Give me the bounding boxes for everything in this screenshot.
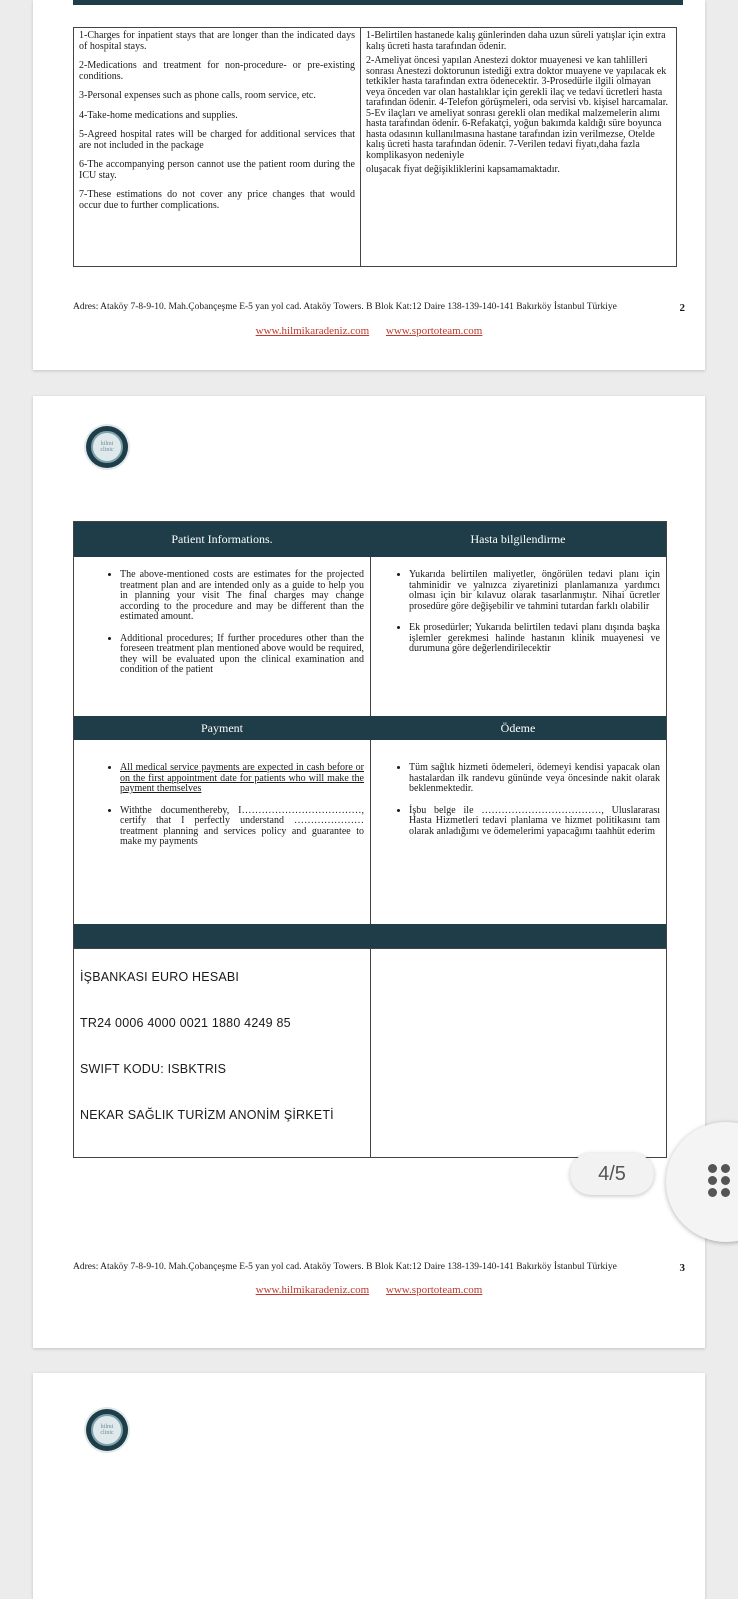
- bank-name: İŞBANKASI EURO HESABI: [80, 970, 240, 984]
- header-patient-informations: Patient Informations.: [171, 532, 273, 546]
- logo-text: clinic: [100, 1430, 114, 1436]
- document-page-2: [33, 0, 705, 370]
- clinic-logo: [86, 1409, 128, 1451]
- page-footer: [73, 302, 685, 312]
- page-number: 3: [679, 1262, 685, 1274]
- header-payment: Payment: [201, 720, 243, 735]
- exclusion-item: 6-The accompanying person cannot use the patient room during the ICU stay.: [79, 159, 355, 181]
- payment-bullet: • Withthe documenthereby, I………………………………, certify that I perfectly understand ………………… treatment planning and services policy and guarantee to make my payments: [120, 806, 364, 848]
- payment-turkish: [371, 763, 666, 848]
- page-indicator[interactable]: 4/5: [570, 1153, 654, 1195]
- payment-header: [74, 716, 666, 740]
- info-bullet: • The above-mentioned costs are estimates for the projected treatment plan and are intended only as a guide to help you in planning your visit The final charges may change according to the procedure and may be different than the estimated amount.: [120, 570, 364, 623]
- footer-links: [33, 1284, 705, 1296]
- patient-info-header: [74, 522, 666, 557]
- bank-swift: SWIFT KODU: ISBKTRIS: [80, 1062, 227, 1076]
- website-link-sportoteam[interactable]: www.sportoteam.com: [385, 325, 483, 337]
- exclusion-item: 7-These estimations do not cover any price changes that would occur due to further complications.: [79, 189, 355, 211]
- company-name: NEKAR SAĞLIK TURİZM ANONİM ŞİRKETİ: [80, 1108, 334, 1122]
- exclusion-item: 1-Charges for inpatient stays that are longer than the indicated days of hospital stays.: [79, 30, 355, 52]
- bank-header-bar: [74, 924, 666, 948]
- payment-english: [74, 763, 370, 859]
- footer-address: Adres: Ataköy 7-8-9-10. Mah.Çobançeşme E-5 yan yol cad. Ataköy Towers. B Blok Kat:12 Daire 138-139-140-141 Bakırköy İstanbul Türkiye: [73, 1262, 617, 1272]
- exclusions-turkish-column: [361, 28, 676, 266]
- website-link-hilmikaradeniz[interactable]: www.hilmikaradeniz.com: [255, 1284, 370, 1296]
- website-link-sportoteam[interactable]: www.sportoteam.com: [385, 1284, 483, 1296]
- logo-text: hilmi: [100, 441, 114, 447]
- bank-iban: TR24 0006 4000 0021 1880 4249 85: [80, 1016, 291, 1030]
- document-page-4: [33, 1373, 705, 1599]
- footer-links: [33, 325, 705, 337]
- exclusion-item-tr: oluşacak fiyat değişikliklerini kapsamamaktadır.: [366, 164, 560, 175]
- info-bullet-tr: • Yukarıda belirtilen maliyetler, öngörülen tedavi planı için tahminidir ve yalnızca ziyaretinizi planlamanıza yardımcı olması için bir kılavuz olarak tasarlanmıştır. Nihai ücretler prosedüre göre değişebilir ve tahmini tutardan farklı olabilir: [409, 570, 660, 612]
- page-number: 2: [679, 302, 685, 314]
- exclusion-item: 2-Medications and treatment for non-procedure- or pre-existing conditions.: [79, 60, 355, 82]
- logo-text: clinic: [100, 447, 114, 453]
- info-bullet-tr: • Ek prosedürler; Yukarıda belirtilen tedavi planı dışında başka işlemler gerekmesi halinde hastanın klinik muayenesi ve durumuna göre değerlendirilecektir: [409, 623, 660, 655]
- exclusion-item: 4-Take-home medications and supplies.: [79, 109, 238, 121]
- patient-info-english: [74, 570, 370, 687]
- table-header-bar: [73, 0, 683, 5]
- clinic-logo: [86, 426, 128, 468]
- grid-dots-icon[interactable]: [708, 1164, 732, 1198]
- exclusion-item-tr: 2-Ameliyat öncesi yapılan Anestezi doktor muayenesi ve kan tahlilleri sonrası Anestezi doktorunun istediği extra doktor muayene ve yapılacak ek tetkikler hasta tarafından extra ödenecektir. 3-Prosedürle ilgili olmayan veya önceden var olan hastalıklar için gerekli ilaç ve tedavi ücretleri hasta tarafından ödenir. 4-Telefon görüşmeleri, oda servisi vb. kişisel harcamalar. 5-Ev ilaçları ve ameliyat sonrası gerekli olan medikal malzemelerin alımı hasta tarafından ödenir. 6-Refakatçi, yoğun bakımda kaldığı süre boyunca hasta odasının kullanılmasına hastane tarafından izin verilmezse, Otelde kalış ücreti hasta tarafından ödenir. 7-Verilen tedavi fiyatı,daha fazla komplikasyon nedeniyle: [366, 55, 668, 161]
- exclusions-english-column: [74, 28, 361, 266]
- payment-bullet-tr: • İşbu belge ile ………………………………, Uluslararası Hasta Hizmetleri tedavi planlama ve hizmet politikasını tam olarak anladığımı ve ödemelerimi yapacağımı taahhüt ederim: [409, 806, 660, 838]
- header-odeme: Ödeme: [500, 720, 536, 735]
- website-link-hilmikaradeniz[interactable]: www.hilmikaradeniz.com: [255, 325, 370, 337]
- page-footer: [73, 1262, 685, 1272]
- logo-text: hilmi: [100, 1424, 114, 1430]
- header-hasta-bilgilendirme: Hasta bilgilendirme: [470, 532, 566, 546]
- info-bullet: • Additional procedures; If further procedures other than the foreseen treatment plan mentioned above would be required, they will be evaluated upon the clinical examination and condition of the patient: [120, 634, 364, 676]
- footer-address: Adres: Ataköy 7-8-9-10. Mah.Çobançeşme E-5 yan yol cad. Ataköy Towers. B Blok Kat:12 Daire 138-139-140-141 Bakırköy İstanbul Türkiye: [73, 302, 617, 312]
- exclusion-item: 3-Personal expenses such as phone calls, room service, etc.: [79, 90, 316, 101]
- exclusion-item: 5-Agreed hospital rates will be charged for additional services that are not included in the package: [79, 129, 355, 151]
- payment-bullet-tr: • Tüm sağlık hizmeti ödemeleri, ödemeyi kendisi yapacak olan hastalardan ilk randevu gününde veya öncesinde nakit olarak beklenmektedir.: [409, 763, 660, 795]
- payment-bullet: • All medical service payments are expected in cash before or on the first appointment date for patients who will make the payment themselves: [120, 763, 364, 795]
- patient-info-turkish: [371, 570, 666, 666]
- exclusions-table: [73, 27, 677, 267]
- exclusion-item-tr: 1-Belirtilen hastanede kalış günlerinden daha uzun süreli yatışlar için extra kalış ücreti hasta tarafından ödenir.: [366, 30, 666, 52]
- document-page-3: [33, 396, 705, 1348]
- patient-info-table: [73, 521, 667, 1158]
